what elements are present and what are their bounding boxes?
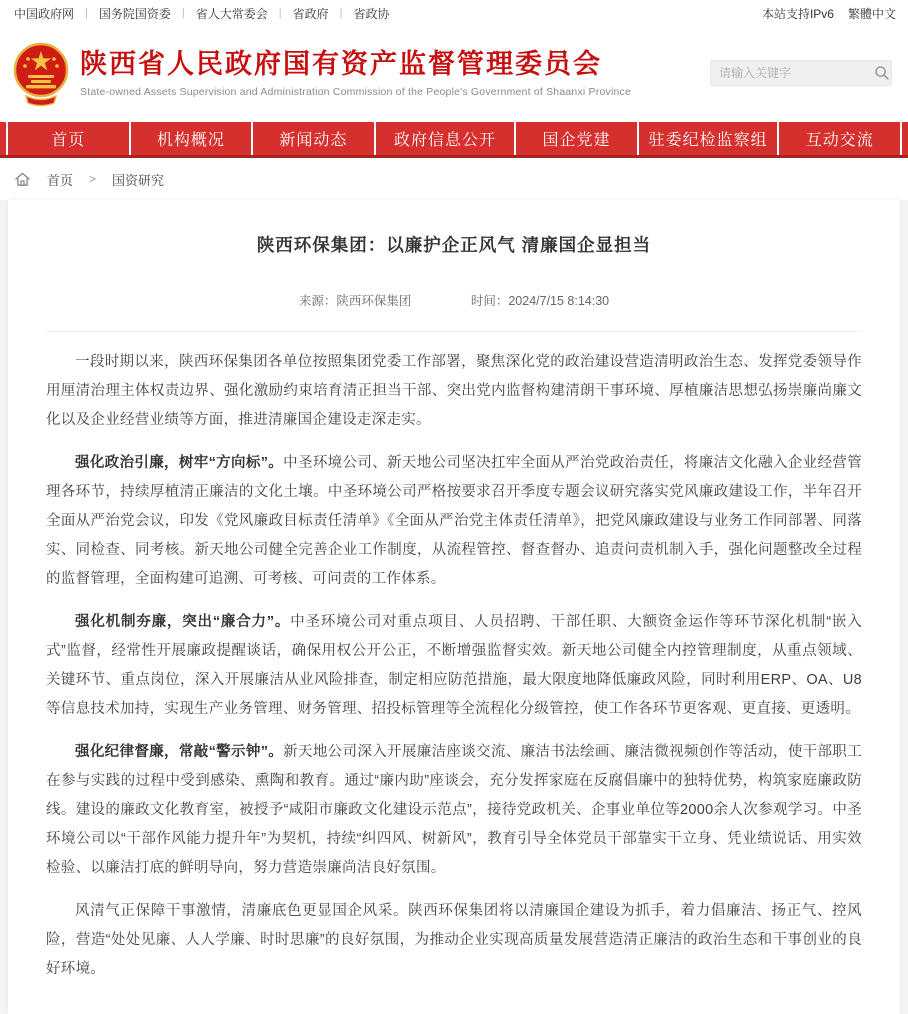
breadcrumb-separator: > <box>89 172 97 186</box>
external-links <box>12 5 392 22</box>
nav-item-gov-info[interactable]: 政府信息公开 <box>374 122 515 155</box>
nav-item-discipline-inspection[interactable]: 驻委纪检监察组 <box>637 122 778 155</box>
top-utility-bar <box>0 0 908 26</box>
paragraph-lead: 强化政治引廉，树牢“方向标”。 <box>75 455 284 471</box>
site-search <box>710 60 892 86</box>
paragraph-lead: 强化纪律督廉，常敲“警示钟”。 <box>75 744 284 760</box>
nav-item-home[interactable]: 首页 <box>6 122 129 155</box>
nav-item-news[interactable]: 新闻动态 <box>251 122 374 155</box>
link-separator: | <box>85 7 88 19</box>
article-title: 陕西环保集团：以廉护企正风气 清廉国企显担当 <box>256 235 652 255</box>
article-paragraph: 强化机制夯廉，突出“廉合力”。中圣环境公司对重点项目、人员招聘、干部任职、大额资金运作等环节深化机制“嵌入式”监督，经常性开展廉政提醒谈话，确保用权公开公正，不断增强监督实效。新天地公司健全内控管理制度，从重点领域、关键环节、重点岗位，深入开展廉洁从业风险排查，制定相应防范措施，最大限度地降低廉政风险，同时利用ERP、OA、U8等信息技术加持，实现生产业务管理、财务管理、招投标管理等全流程化分级管控，使工作各环节更客观、更直接、更透明。 <box>46 614 863 717</box>
article-meta <box>46 291 862 332</box>
site-title-cn: 陕西省人民政府国有资产监督管理委员会 <box>80 49 602 80</box>
link-provincial-cppcc[interactable]: 省政协 <box>353 6 390 21</box>
main-nav <box>0 122 908 158</box>
nav-item-overview[interactable]: 机构概况 <box>129 122 252 155</box>
link-separator: | <box>278 7 282 19</box>
article-paragraph: 强化政治引廉，树牢“方向标”。中圣环境公司、新天地公司坚决扛牢全面从严治党政治责任，将廉洁文化融入企业经营管理各环节，持续厚植清正廉洁的文化土壤。中圣环境公司严格按要求召开季度专题会议研究落实党风廉政建设工作，半年召开全面从严治党会议，印发《党风廉政目标责任清单》《全面从严治党主体责任清单》，把党风廉政建设与业务工作同部署、同落实、同检查、同考核。新天地公司健全完善企业工作制度，从流程管控、督查督办、追责问责机制入手，强化问题整改全过程的监督管理，全面构建可追溯、可考核、可问责的工作体系。 <box>46 455 862 587</box>
breadcrumb <box>0 158 908 200</box>
site-header <box>0 26 908 122</box>
link-provincial-gov[interactable]: 省政府 <box>292 6 329 21</box>
link-sasac[interactable]: 国务院国资委 <box>98 6 171 21</box>
article-paragraph: 强化纪律督廉，常敲“警示钟”。新天地公司深入开展廉洁座谈交流、廉洁书法绘画、廉洁微视频创作等活动，使干部职工在参与实践的过程中受到感染、熏陶和教育。通过“廉内助”座谈会，充分发挥家庭在反腐倡廉中的独特优势，构筑家庭廉政防线。建设的廉政文化教育室，被授予“咸阳市廉政文化建设示范点”，接待党政机关、企事业单位等2000余人次参观学习。中圣环境公司以“干部作风能力提升年”为契机，持续“纠四风、树新风”，教育引导全体党员干部靠实干立身、凭业绩说话、用实效检验、以廉洁打底的鲜明导向，努力营造崇廉尚洁良好氛围。 <box>46 744 862 876</box>
search-icon[interactable] <box>874 65 890 81</box>
home-icon[interactable] <box>14 171 31 188</box>
national-emblem-logo <box>12 42 70 106</box>
traditional-chinese-toggle[interactable]: 繁體中文 <box>847 6 896 21</box>
paragraph-lead: 强化机制夯廉，突出“廉合力”。 <box>75 614 291 630</box>
article-paragraph: 风清气正保障干事激情，清廉底色更显国企风采。陕西环保集团将以清廉国企建设为抓手，着力倡廉洁、扬正气、控风险，营造“处处见廉、人人学廉、时时思廉”的良好氛围，为推动企业实现高质量发展营造清正廉洁的政治生态和干事创业的良好环境。 <box>46 903 862 977</box>
article-source: 来源：陕西环保集团 <box>298 294 412 308</box>
nav-item-party-building[interactable]: 国企党建 <box>514 122 637 155</box>
article-card <box>8 200 900 1014</box>
search-input[interactable] <box>719 66 874 80</box>
breadcrumb-home[interactable]: 首页 <box>47 172 74 188</box>
article-time: 时间：2024/7/15 8:14:30 <box>470 294 610 308</box>
site-title-en: State-owned Assets Supervision and Administration Commission of the People's Government of Shaanxi Province <box>80 86 632 99</box>
link-separator: | <box>339 7 343 19</box>
breadcrumb-current[interactable]: 国资研究 <box>112 172 165 188</box>
link-separator: | <box>181 7 185 19</box>
link-china-gov[interactable]: 中国政府网 <box>14 6 75 21</box>
article-body <box>46 348 862 984</box>
article-paragraph: 一段时期以来，陕西环保集团各单位按照集团党委工作部署，聚焦深化党的政治建设营造清明政治生态、发挥党委领导作用厘清治理主体权责边界、强化激励约束培育清正担当干部、突出党内监督构建清朗干事环境、厚植廉洁思想弘扬崇廉尚廉文化以及企业经营业绩等方面，推进清廉国企建设走深走实。 <box>46 354 862 428</box>
nav-item-interaction[interactable]: 互动交流 <box>777 122 902 155</box>
link-provincial-congress[interactable]: 省人大常委会 <box>195 6 268 21</box>
ipv6-support-label: 本站支持IPv6 <box>761 6 834 21</box>
